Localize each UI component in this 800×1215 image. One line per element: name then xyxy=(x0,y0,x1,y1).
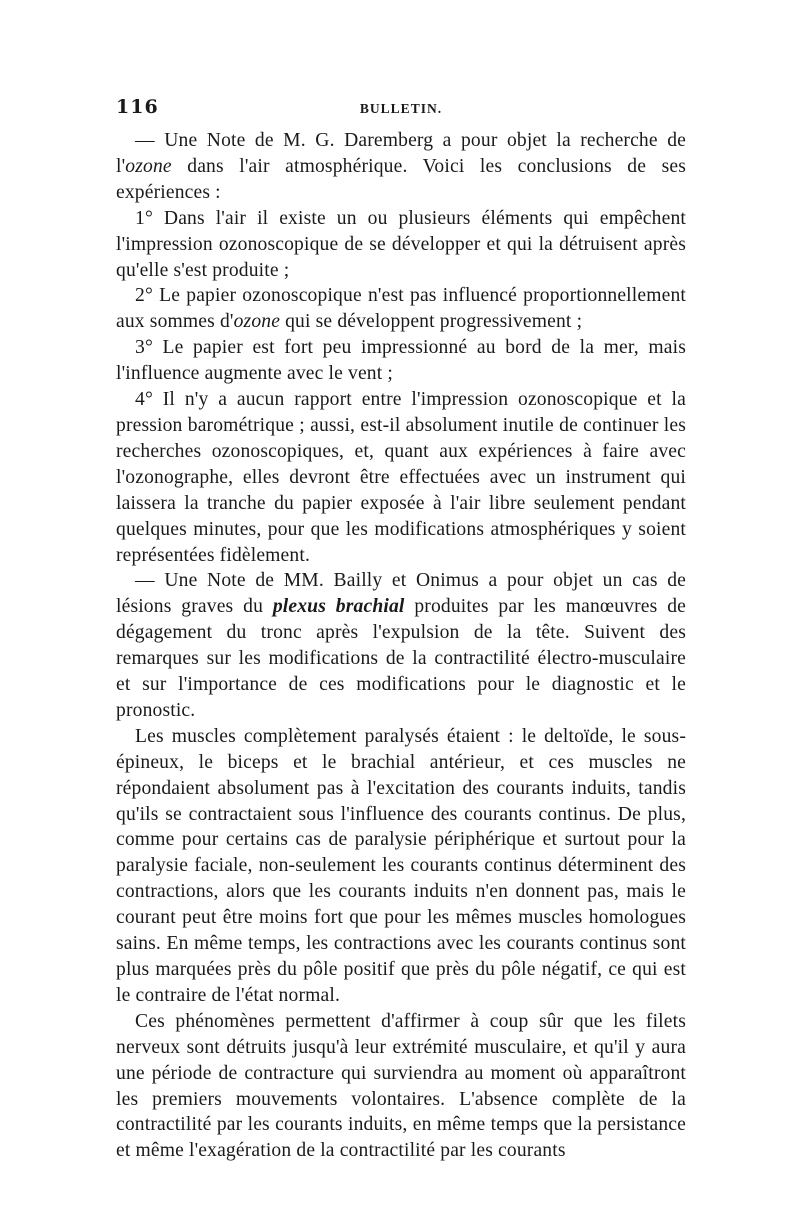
paragraph xyxy=(116,1009,686,1164)
paragraph-text: qui se développent progressivement ; xyxy=(280,311,583,333)
page-number: 116 xyxy=(116,96,159,118)
paragraph xyxy=(116,128,686,206)
paragraph-text: 3° Le papier est fort peu impressionné au bord de la mer, mais l'influence augmente avec le vent ; xyxy=(116,337,686,385)
paragraph-text: produites par les manœuvres de dégagement du tronc après l'expulsion de la tête. Suivent des remarques sur les modifications de la contractilité électro-musculaire et sur l'importance de ces modifications pour le diagnostic et le pronostic. xyxy=(116,596,686,721)
emphasis-text: plexus brachial xyxy=(272,596,405,618)
paragraph-text: 2° Le papier ozonoscopique n'est pas influencé proportionnellement aux sommes d' xyxy=(116,285,686,333)
paragraph-text: dans l'air atmosphérique. Voici les conclusions de ses expériences : xyxy=(116,155,686,203)
paragraph-text: — Une Note de M. G. Daremberg a pour objet la recherche de l' xyxy=(116,130,686,177)
running-title: BULLETIN. xyxy=(359,101,443,116)
emphasis-text: ozone xyxy=(125,155,172,177)
paragraph-text: 4° Il n'y a aucun rapport entre l'impression ozonoscopique et la pression barométrique ; aussi, est-il absolument inutile de continuer les recherches ozonoscopiques, et, quant aux expériences à faire avec l'ozonographe, elles devront être effectuées avec un instrument qui laissera la tranche du papier exposée à l'air libre seulement pendant quelques minutes, pour que les modifications atmosphériques y soient représentées fidèlement. xyxy=(116,389,686,566)
paragraph xyxy=(116,568,686,723)
page-header xyxy=(116,96,686,126)
paragraph xyxy=(116,335,686,387)
paragraph xyxy=(116,283,686,335)
paragraph xyxy=(116,387,686,568)
paragraph-text: Ces phénomènes permettent d'affirmer à coup sûr que les filets nerveux sont détruits jusqu'à leur extrémité musculaire, et qu'il y aura une période de contracture qui surviendra au moment où apparaîtront les premiers mouvements volontaires. L'absence complète de la contractilité par les courants induits, en même temps que la persistance et même l'exagération de la contractilité par les courants xyxy=(116,1010,686,1162)
article-body xyxy=(116,128,686,1164)
paragraph-text: 1° Dans l'air il existe un ou plusieurs éléments qui empêchent l'impression ozonoscopique de se développer et qui la détruisent après qu'elle s'est produite ; xyxy=(116,207,686,281)
paragraph-text: — Une Note de MM. Bailly et Onimus a pour objet un cas de lésions graves du xyxy=(116,570,686,618)
paragraph xyxy=(116,724,686,1009)
paragraph xyxy=(116,206,686,284)
emphasis-text: ozone xyxy=(233,311,281,333)
paragraph-text: Les muscles complètement paralysés étaient : le deltoïde, le sous-épineux, le biceps et le brachial antérieur, et ces muscles ne répondaient absolument pas à l'excitation des courants induits, tandis qu'ils se contractaient sous l'influence des courants continus. De plus, comme pour certains cas de paralysie périphérique et surtout pour la paralysie faciale, non-seulement les courants continus déterminent des contractions, alors que les courants induits n'en donnent pas, mais le courant peut être moins fort que pour les mêmes muscles homologues sains. En même temps, les contractions avec les courants continus sont plus marquées près du pôle positif que près du pôle négatif, ce qui est le contraire de l'état normal. xyxy=(116,725,686,1006)
